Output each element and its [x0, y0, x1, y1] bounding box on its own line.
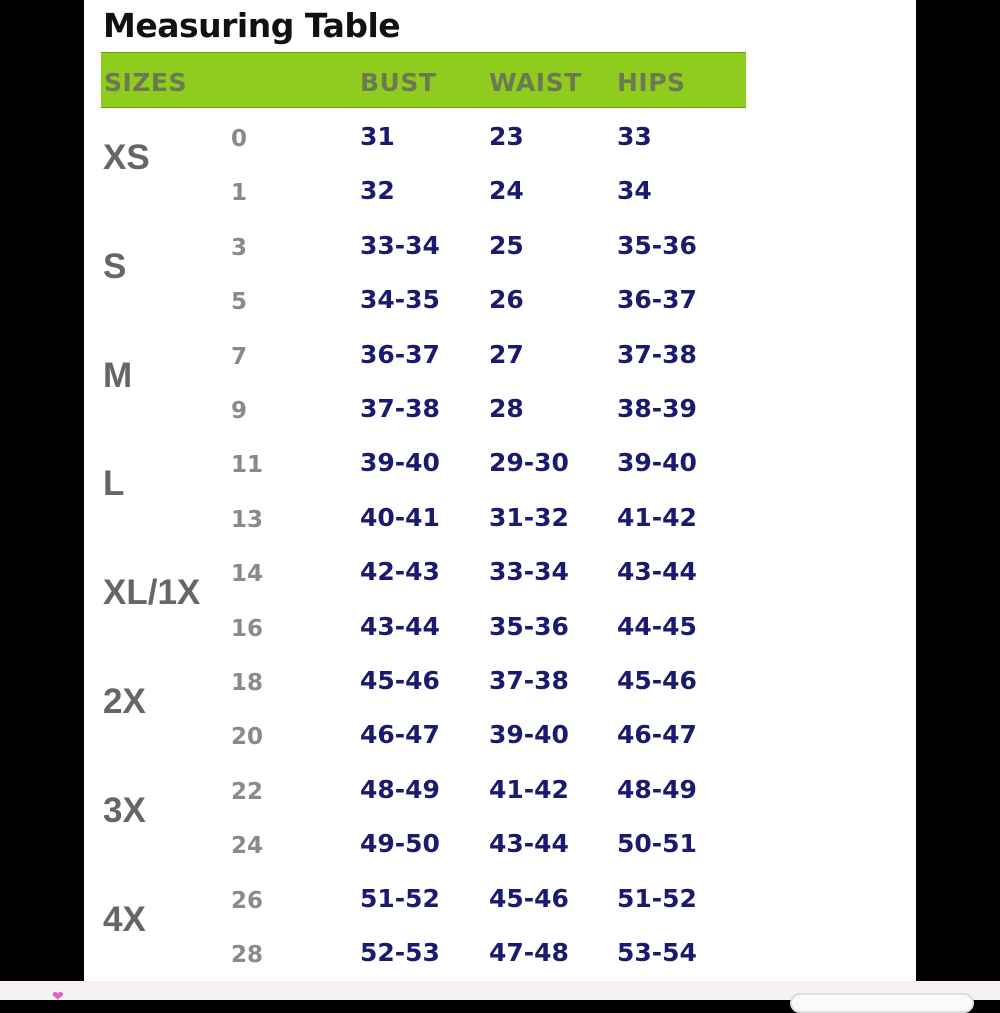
size-group-label: XL/1X	[103, 573, 201, 613]
size-number: 11	[231, 452, 264, 479]
bust-value: 36-37	[360, 339, 440, 369]
bust-value: 46-47	[360, 720, 440, 750]
hips-value: 38-39	[617, 394, 697, 423]
bust-value: 48-49	[360, 774, 440, 804]
waist-value: 35-36	[489, 611, 569, 641]
bust-value: 37-38	[360, 394, 440, 423]
bust-value: 40-41	[360, 502, 440, 532]
size-number: 3	[231, 234, 248, 261]
size-number: 24	[231, 833, 264, 860]
size-number: 28	[231, 942, 264, 968]
hips-value: 48-49	[617, 774, 697, 804]
bust-value: 33-34	[360, 230, 440, 260]
header-bust: BUST	[360, 68, 437, 97]
size-number: 20	[231, 724, 264, 751]
bust-value: 43-44	[360, 611, 440, 641]
waist-value: 47-48	[489, 938, 569, 967]
size-number: 5	[231, 289, 248, 316]
waist-value: 39-40	[489, 720, 569, 750]
hips-value: 37-38	[617, 339, 697, 369]
hips-value: 51-52	[617, 883, 697, 913]
waist-value: 33-34	[489, 557, 569, 587]
heart-icon: ❤	[52, 989, 64, 1005]
hips-value: 35-36	[617, 230, 697, 260]
bust-value: 52-53	[360, 938, 440, 967]
header-sizes: SIZES	[104, 68, 188, 97]
size-number: 16	[231, 615, 264, 642]
size-number: 0	[231, 126, 248, 152]
hips-value: 33	[617, 122, 652, 151]
waist-value: 28	[489, 394, 524, 423]
bottom-pill-button[interactable]	[790, 993, 974, 1013]
size-group-label: 2X	[103, 682, 146, 721]
size-number: 13	[231, 506, 264, 533]
bust-value: 34-35	[360, 285, 440, 315]
size-group-label: 4X	[103, 899, 146, 939]
hips-value: 44-45	[617, 611, 697, 641]
size-group-label: XS	[103, 138, 150, 177]
size-number: 14	[231, 561, 264, 588]
hips-value: 36-37	[617, 285, 697, 315]
hips-value: 45-46	[617, 666, 697, 695]
hips-value: 43-44	[617, 557, 697, 587]
bust-value: 31	[360, 122, 395, 151]
waist-value: 37-38	[489, 666, 569, 695]
size-group-label: S	[103, 246, 127, 286]
hips-value: 39-40	[617, 448, 697, 478]
size-number: 18	[231, 670, 264, 696]
size-group-label: 3X	[103, 790, 146, 830]
page-title: Measuring Table	[103, 6, 401, 45]
waist-value: 27	[489, 339, 524, 369]
header-waist: WAIST	[489, 68, 582, 97]
bust-value: 49-50	[360, 829, 440, 859]
bust-value: 42-43	[360, 557, 440, 587]
waist-value: 26	[489, 285, 524, 315]
waist-value: 31-32	[489, 502, 569, 532]
bust-value: 45-46	[360, 666, 440, 695]
waist-value: 41-42	[489, 774, 569, 804]
waist-value: 43-44	[489, 829, 569, 859]
size-number: 22	[231, 778, 264, 805]
bust-value: 51-52	[360, 883, 440, 913]
size-group-label: M	[103, 355, 133, 395]
bust-value: 32	[360, 176, 395, 206]
waist-value: 45-46	[489, 883, 569, 913]
bust-value: 39-40	[360, 448, 440, 478]
size-number: 26	[231, 887, 264, 914]
waist-value: 23	[489, 122, 524, 151]
hips-value: 41-42	[617, 502, 697, 532]
hips-value: 34	[617, 176, 652, 206]
hips-value: 46-47	[617, 720, 697, 750]
waist-value: 25	[489, 230, 524, 260]
waist-value: 29-30	[489, 448, 569, 478]
header-hips: HIPS	[617, 68, 686, 97]
hips-value: 50-51	[617, 829, 697, 859]
size-number: 9	[231, 398, 248, 424]
size-group-label: L	[103, 464, 125, 504]
size-number: 7	[231, 343, 248, 370]
waist-value: 24	[489, 176, 524, 206]
size-number: 1	[231, 180, 248, 207]
hips-value: 53-54	[617, 938, 697, 967]
